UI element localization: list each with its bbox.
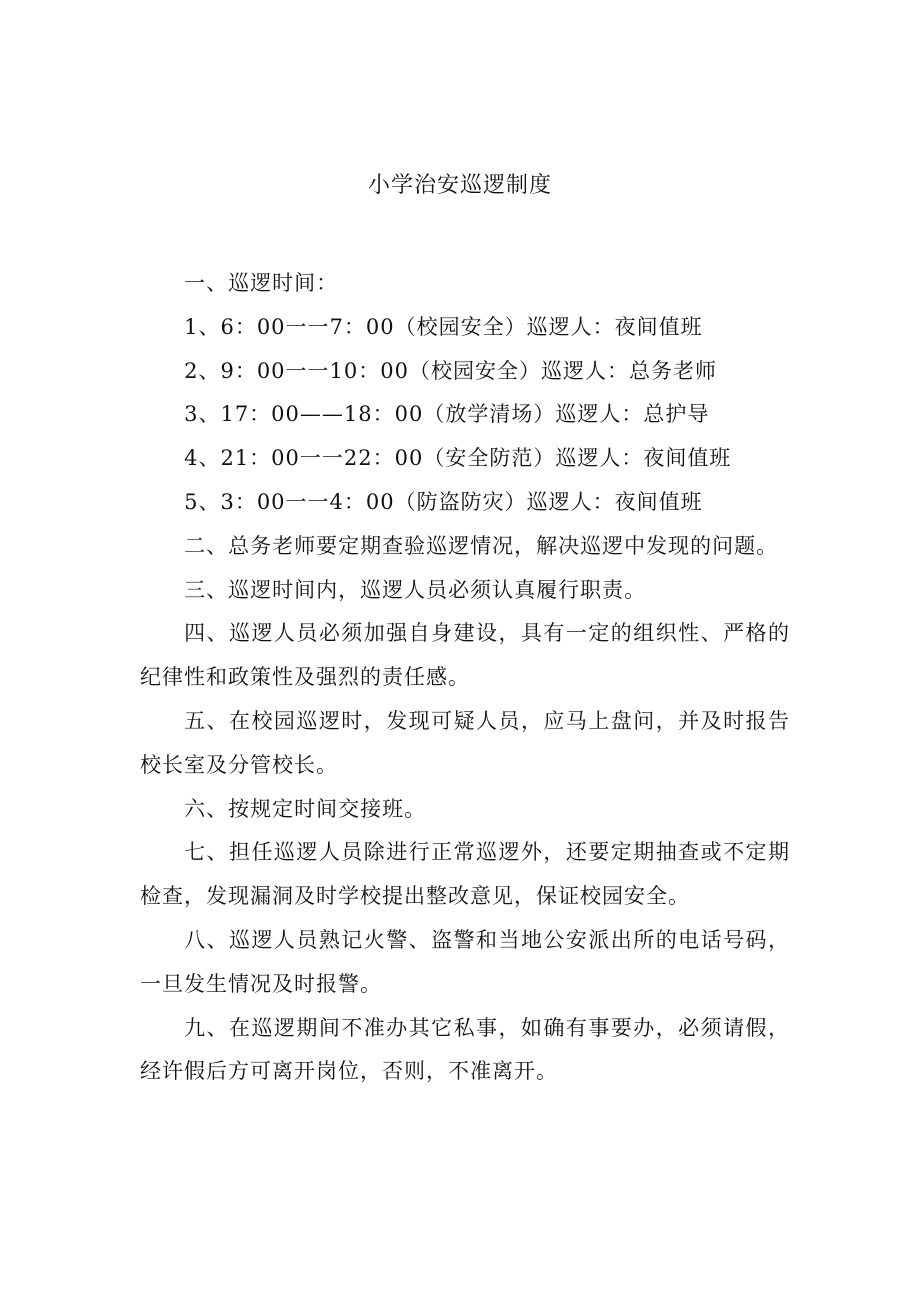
patrol-schedule-item: 3、17：00——18：00（放学清场）巡逻人：总护导 — [184, 402, 710, 427]
document-title: 小学治安巡逻制度 — [367, 173, 552, 198]
rule-paragraph: 三、巡逻时间内，巡逻人员必须认真履行职责。 — [184, 577, 647, 602]
rule-paragraph: 二、总务老师要定期查验巡逻情况，解决巡逻中发现的问题。 — [184, 533, 779, 558]
rule-paragraph: 五、在校园巡逻时，发现可疑人员，应马上盘问，并及时报告校长室及分管校长。 — [140, 708, 790, 777]
document-body — [140, 262, 790, 1094]
rule-paragraph: 八、巡逻人员熟记火警、盗警和当地公安派出所的电话号码，一旦发生情况及时报警。 — [140, 927, 790, 996]
rule-paragraph: 六、按规定时间交接班。 — [184, 796, 427, 821]
rule-paragraph: 九、在巡逻期间不准办其它私事，如确有事要办，必须请假，经许假后方可离开岗位，否则，不准离开。 — [140, 1015, 790, 1084]
rule-paragraph: 七、担任巡逻人员除进行正常巡逻外，还要定期抽查或不定期检查，发现漏洞及时学校提出整改意见，保证校园安全。 — [140, 840, 790, 909]
patrol-schedule-item: 1、6：00一一7：00（校园安全）巡逻人：夜间值班 — [184, 314, 703, 339]
patrol-schedule-item: 5、3：00一一4：00（防盗防灾）巡逻人：夜间值班 — [184, 489, 703, 514]
rule-paragraph: 四、巡逻人员必须加强自身建设，具有一定的组织性、严格的纪律性和政策性及强烈的责任感。 — [140, 621, 790, 690]
patrol-schedule-item: 2、9：00一一10：00（校园安全）巡逻人：总务老师 — [184, 358, 717, 383]
patrol-schedule-item: 4、21：00一一22：00（安全防范）巡逻人：夜间值班 — [184, 446, 732, 471]
section-heading-patrol-time: 一、巡逻时间： — [184, 271, 339, 295]
